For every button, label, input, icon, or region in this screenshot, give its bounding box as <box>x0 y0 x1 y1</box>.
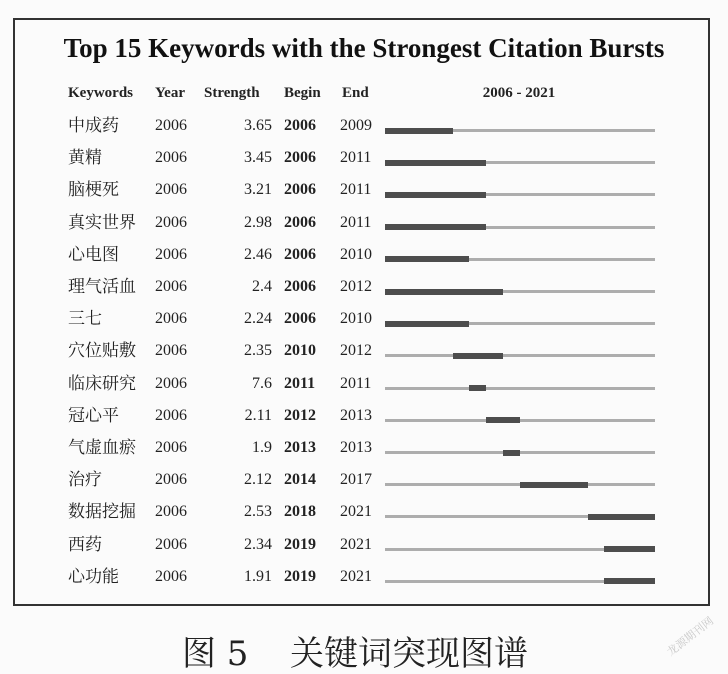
cell-end: 2009 <box>340 117 372 134</box>
cell-strength: 1.91 <box>244 567 272 585</box>
cell-keyword: 西药 <box>68 534 102 554</box>
burst-bar <box>453 353 504 359</box>
cell-strength: 2.98 <box>244 213 272 231</box>
table-row <box>0 466 728 494</box>
cell-keyword: 临床研究 <box>68 373 136 393</box>
cell-keyword: 真实世界 <box>68 212 136 232</box>
burst-bar <box>588 514 656 520</box>
cell-end: 2011 <box>340 374 372 392</box>
cell-end: 2021 <box>340 535 372 553</box>
cell-begin: 2019 <box>284 567 316 585</box>
burst-bar <box>385 256 469 262</box>
burst-bar <box>503 450 520 456</box>
burst-bar <box>385 160 486 166</box>
cell-strength: 3.45 <box>244 149 272 167</box>
cell-keyword: 冠心平 <box>68 405 119 425</box>
cell-begin: 2006 <box>284 149 316 167</box>
header-year-range: 2006 - 2021 <box>482 85 556 101</box>
chart-title: Top 15 Keywords with the Strongest Citation Bursts <box>63 33 665 63</box>
cell-strength: 1.9 <box>252 439 272 456</box>
burst-bar <box>469 385 486 391</box>
table-row <box>0 273 728 301</box>
burst-timeline-track <box>385 548 655 551</box>
burst-timeline-track <box>385 193 655 196</box>
cell-strength: 7.6 <box>252 374 272 392</box>
cell-begin: 2006 <box>284 213 316 231</box>
cell-end: 2012 <box>340 278 372 295</box>
cell-end: 2013 <box>340 406 372 424</box>
cell-end: 2011 <box>340 213 372 231</box>
burst-timeline-track <box>385 387 655 390</box>
cell-keyword: 穴位贴敷 <box>68 341 136 361</box>
cell-year: 2006 <box>155 245 187 263</box>
burst-timeline-track <box>385 161 655 164</box>
table-row <box>0 563 728 591</box>
cell-keyword: 三七 <box>68 309 102 329</box>
cell-end: 2010 <box>340 245 372 263</box>
cell-strength: 2.4 <box>252 278 272 295</box>
cell-strength: 3.65 <box>244 117 272 134</box>
cell-keyword: 数据挖掘 <box>68 502 136 522</box>
burst-timeline-track <box>385 322 655 325</box>
cell-begin: 2014 <box>284 471 316 489</box>
burst-bar <box>486 417 520 423</box>
cell-strength: 2.24 <box>244 310 272 328</box>
cell-begin: 2006 <box>284 245 316 263</box>
table-row <box>0 434 728 462</box>
header-strength: Strength <box>204 85 260 101</box>
table-row <box>0 531 728 559</box>
cell-year: 2006 <box>155 567 187 585</box>
table-row <box>0 144 728 172</box>
cell-begin: 2006 <box>284 181 316 199</box>
burst-bar <box>385 192 486 198</box>
burst-timeline-track <box>385 515 655 518</box>
table-row <box>0 112 728 140</box>
burst-timeline-track <box>385 451 655 454</box>
cell-keyword: 理气活血 <box>68 277 136 296</box>
header-year: Year <box>155 85 185 101</box>
burst-timeline-track <box>385 419 655 422</box>
cell-strength: 2.53 <box>244 503 272 521</box>
cell-keyword: 黄精 <box>68 148 102 168</box>
table-row <box>0 176 728 204</box>
cell-year: 2006 <box>155 406 187 424</box>
cell-year: 2006 <box>155 374 187 392</box>
cell-begin: 2018 <box>284 503 316 521</box>
cell-begin: 2006 <box>284 117 316 134</box>
burst-bar <box>604 546 655 552</box>
cell-year: 2006 <box>155 471 187 489</box>
cell-year: 2006 <box>155 149 187 167</box>
burst-timeline-track <box>385 354 655 357</box>
cell-year: 2006 <box>155 439 187 456</box>
table-row <box>0 402 728 430</box>
burst-bar <box>604 578 655 584</box>
cell-strength: 2.12 <box>244 471 272 489</box>
cell-begin: 2010 <box>284 342 316 360</box>
header-end: End <box>342 85 369 101</box>
burst-timeline-track <box>385 129 655 132</box>
cell-year: 2006 <box>155 213 187 231</box>
table-row <box>0 498 728 526</box>
cell-year: 2006 <box>155 342 187 360</box>
cell-year: 2006 <box>155 503 187 521</box>
figure-number: 图 5 <box>182 634 249 674</box>
burst-timeline-track <box>385 580 655 583</box>
table-row <box>0 337 728 365</box>
cell-begin: 2006 <box>284 310 316 328</box>
cell-keyword: 心功能 <box>68 566 119 586</box>
cell-year: 2006 <box>155 181 187 199</box>
burst-timeline-track <box>385 226 655 229</box>
cell-begin: 2019 <box>284 535 316 553</box>
table-row <box>0 370 728 398</box>
burst-timeline-track <box>385 483 655 486</box>
burst-timeline-track <box>385 258 655 261</box>
cell-year: 2006 <box>155 278 187 295</box>
cell-strength: 3.21 <box>244 181 272 199</box>
cell-keyword: 心电图 <box>68 244 119 264</box>
watermark: 龙源期刊网 <box>664 614 716 659</box>
cell-strength: 2.11 <box>244 406 272 424</box>
header-begin: Begin <box>284 85 321 101</box>
cell-end: 2011 <box>340 181 372 199</box>
figure-caption: 关键词突现图谱 <box>290 634 528 674</box>
cell-begin: 2012 <box>284 406 316 424</box>
cell-begin: 2011 <box>284 374 316 392</box>
burst-bar <box>385 224 486 230</box>
cell-keyword: 治疗 <box>68 470 102 490</box>
cell-begin: 2006 <box>284 278 316 295</box>
cell-end: 2010 <box>340 310 372 328</box>
cell-end: 2013 <box>340 439 372 456</box>
cell-year: 2006 <box>155 310 187 328</box>
cell-keyword: 脑梗死 <box>68 180 119 200</box>
cell-end: 2017 <box>340 471 372 489</box>
table-row <box>0 209 728 237</box>
burst-timeline-track <box>385 290 655 293</box>
cell-keyword: 气虚血瘀 <box>68 438 136 457</box>
cell-end: 2011 <box>340 149 372 167</box>
cell-strength: 2.46 <box>244 245 272 263</box>
cell-end: 2012 <box>340 342 372 360</box>
table-row <box>0 305 728 333</box>
cell-strength: 2.35 <box>244 342 272 360</box>
cell-end: 2021 <box>340 503 372 521</box>
table-row <box>0 241 728 269</box>
burst-bar <box>385 289 503 295</box>
burst-bar <box>385 128 453 134</box>
cell-end: 2021 <box>340 567 372 585</box>
cell-strength: 2.34 <box>244 535 272 553</box>
cell-keyword: 中成药 <box>68 116 119 135</box>
burst-bar <box>385 321 469 327</box>
cell-begin: 2013 <box>284 439 316 456</box>
cell-year: 2006 <box>155 117 187 134</box>
header-keywords: Keywords <box>68 85 133 101</box>
cell-year: 2006 <box>155 535 187 553</box>
burst-bar <box>520 482 588 488</box>
